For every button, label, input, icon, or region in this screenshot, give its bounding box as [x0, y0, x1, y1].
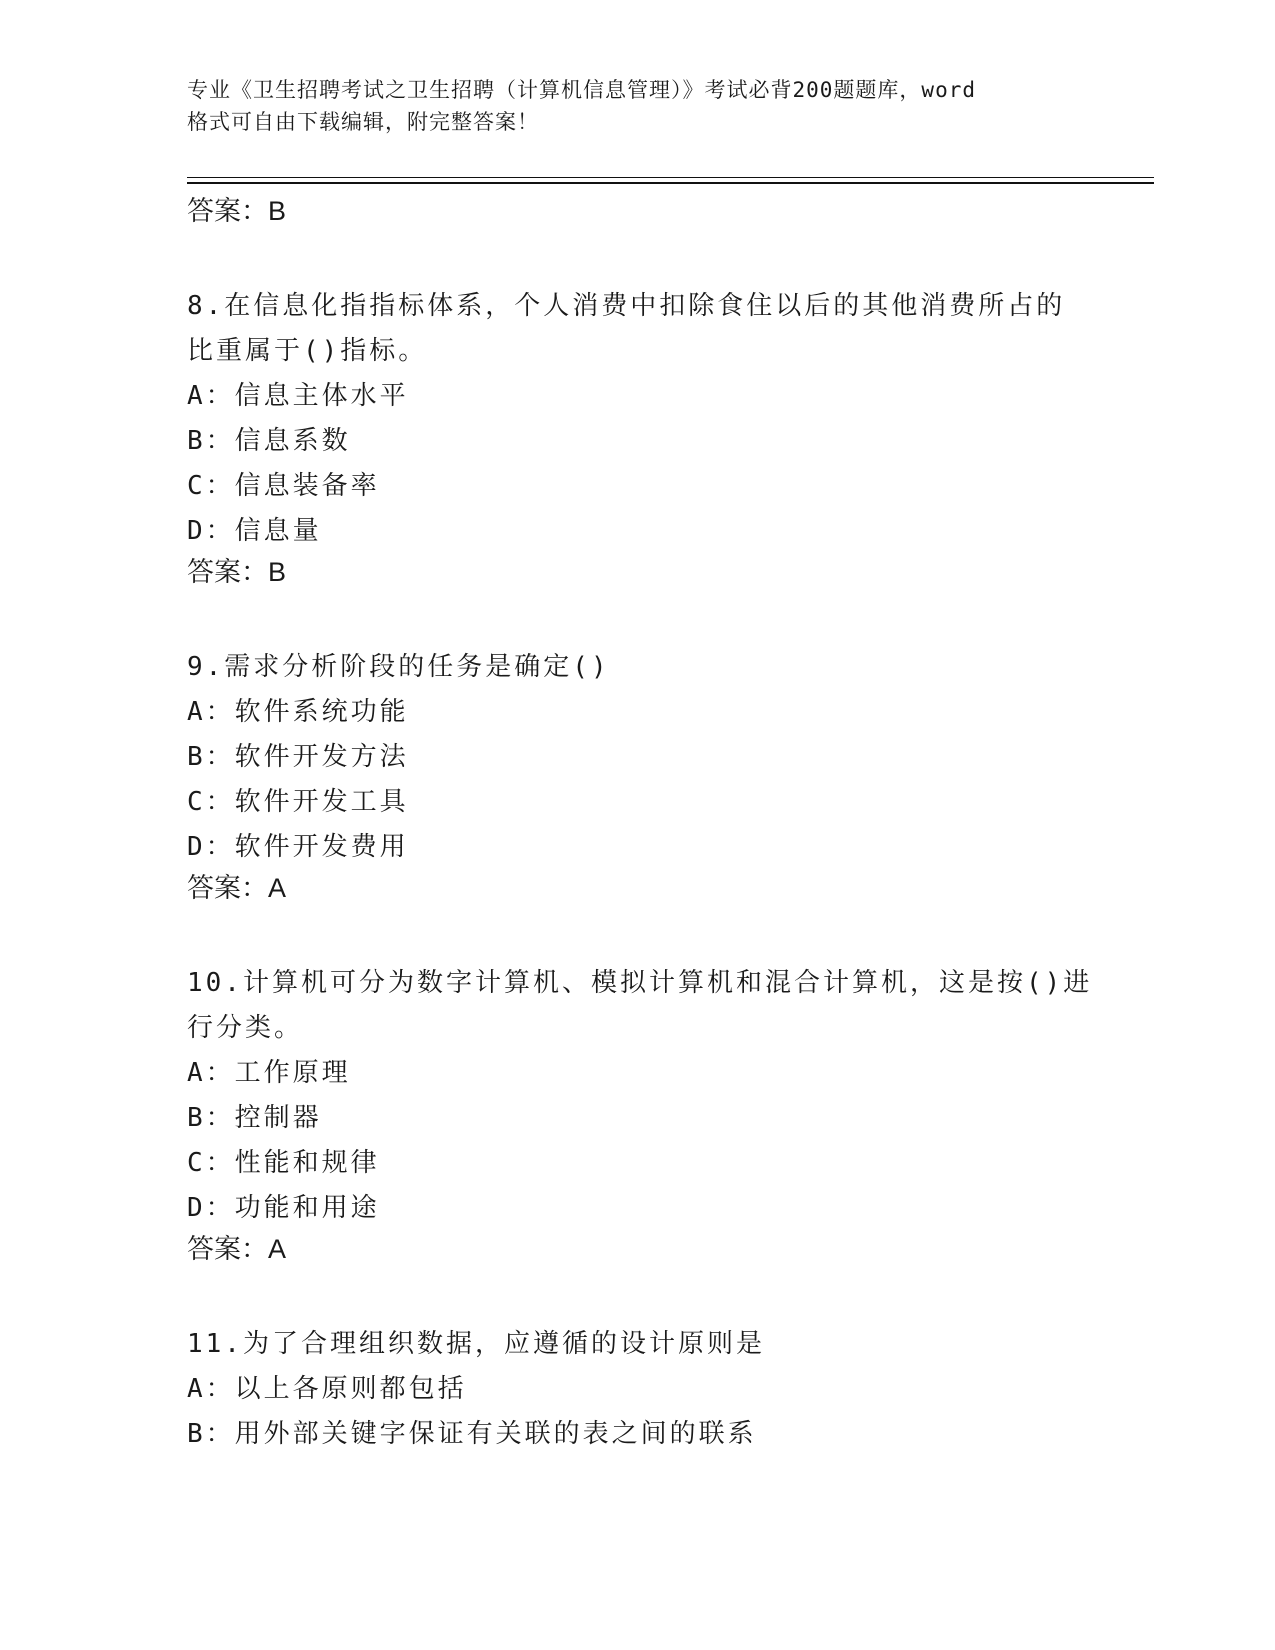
question-stem-line: 8.在信息化指指标体系，个人消费中扣除食住以后的其他消费所占的: [187, 291, 1066, 321]
question-8: [187, 284, 1127, 589]
header-title-line-2: 格式可自由下载编辑，附完整答案！: [187, 110, 539, 134]
option-c: C：软件开发工具: [187, 787, 409, 817]
question-10: [187, 961, 1127, 1266]
question-stem: [187, 645, 1127, 690]
answer-line: 答案：A: [187, 873, 287, 903]
question-11: [187, 1322, 1127, 1457]
option-b: B：控制器: [187, 1103, 322, 1133]
header-divider-thin: [187, 177, 1154, 178]
question-stem: [187, 961, 1127, 1051]
header-divider-thick: [187, 182, 1154, 184]
option-b: B：软件开发方法: [187, 742, 409, 772]
question-stem-line: 10.计算机可分为数字计算机、模拟计算机和混合计算机，这是按()进: [187, 968, 1093, 998]
option-c: C：性能和规律: [187, 1148, 380, 1178]
document-header: [187, 74, 1087, 138]
option-c: C：信息装备率: [187, 471, 380, 501]
option-a: A：以上各原则都包括: [187, 1374, 467, 1404]
option-d: D：信息量: [187, 516, 322, 546]
option-d: D：软件开发费用: [187, 832, 409, 862]
answer-line: 答案：B: [187, 557, 287, 587]
question-stem-line: 9.需求分析阶段的任务是确定(): [187, 652, 610, 682]
option-a: A：软件系统功能: [187, 697, 409, 727]
question-stem: [187, 284, 1127, 374]
question-stem: [187, 1322, 1127, 1367]
option-d: D：功能和用途: [187, 1193, 380, 1223]
question-list: [187, 194, 1127, 1457]
question-stem-line: 行分类。: [187, 1013, 304, 1043]
question-stem-line: 比重属于()指标。: [187, 336, 428, 366]
option-a: A：工作原理: [187, 1058, 351, 1088]
option-a: A：信息主体水平: [187, 381, 409, 411]
question-stem-line: 11.为了合理组织数据，应遵循的设计原则是: [187, 1329, 765, 1359]
answer-line: 答案：B: [187, 196, 287, 226]
option-b: B：用外部关键字保证有关联的表之间的联系: [187, 1419, 757, 1449]
option-b: B：信息系数: [187, 426, 351, 456]
header-title-line-1: 专业《卫生招聘考试之卫生招聘（计算机信息管理）》考试必背200题题库，word: [187, 78, 976, 102]
answer-line: 答案：A: [187, 1234, 287, 1264]
question-9: [187, 645, 1127, 905]
